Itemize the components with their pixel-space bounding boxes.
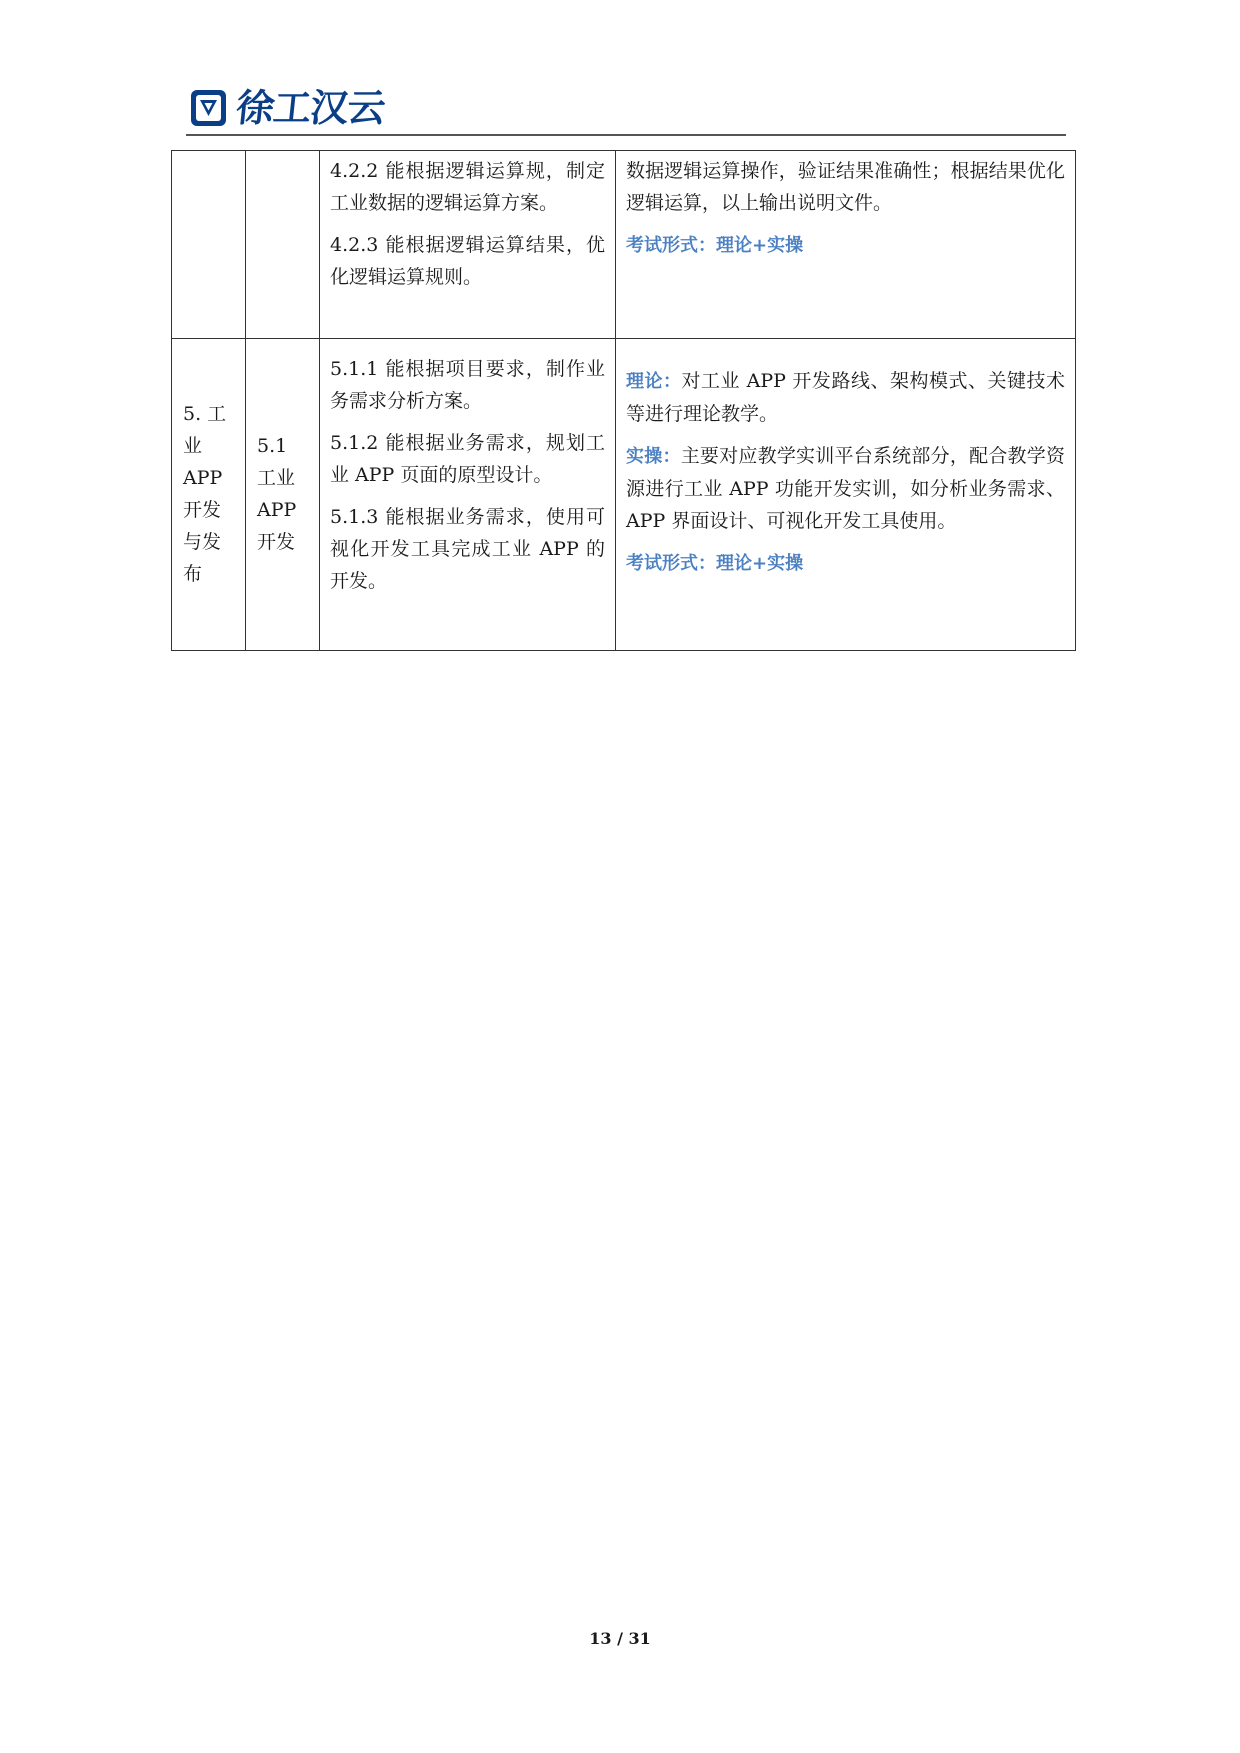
skill-requirements-cell	[320, 151, 616, 339]
skill-item: 5.1.1 能根据项目要求，制作业务需求分析方案。	[330, 358, 605, 412]
unit-cell	[246, 339, 320, 651]
teaching-text: 数据逻辑运算操作，验证结果准确性；根据结果优化逻辑运算，以上输出说明文件。	[626, 160, 1065, 214]
unit-cell-empty	[246, 151, 320, 339]
theory-paragraph	[626, 365, 1065, 430]
module-cell-empty	[172, 151, 246, 339]
theory-text: 对工业 APP 开发路线、架构模式、关键技术等进行理论教学。	[626, 370, 1066, 425]
unit-title: 5.1 工业 APP 开发	[257, 434, 297, 553]
practice-paragraph	[626, 440, 1065, 537]
skill-item: 5.1.2 能根据业务需求，规划工业 APP 页面的原型设计。	[330, 432, 605, 486]
skill-item: 5.1.3 能根据业务需求，使用可视化开发工具完成工业 APP 的开发。	[330, 506, 605, 592]
practice-text: 主要对应教学实训平台系统部分，配合教学资源进行工业 APP 功能开发实训，如分析业务需求、APP 界面设计、可视化开发工具使用。	[626, 445, 1065, 532]
table-row	[172, 151, 1076, 339]
xcmg-triangle-logo-icon	[190, 89, 227, 127]
teaching-content-cell	[616, 151, 1076, 339]
skill-item: 4.2.3 能根据逻辑运算结果，优化逻辑运算规则。	[330, 234, 605, 288]
skill-item: 4.2.2 能根据逻辑运算规，制定工业数据的逻辑运算方案。	[330, 160, 605, 214]
practice-label: 实操：	[626, 446, 681, 467]
exam-form-label: 考试形式：理论+实操	[626, 553, 804, 574]
course-outline-table	[171, 150, 1076, 651]
module-cell	[172, 339, 246, 651]
page-number: 13 / 31	[589, 1629, 651, 1648]
page-header	[186, 84, 1066, 136]
exam-form-label: 考试形式：理论+实操	[626, 235, 804, 256]
module-title: 5. 工业 APP 开发与发布	[183, 402, 227, 585]
theory-label: 理论：	[626, 371, 682, 392]
table-row	[172, 339, 1076, 651]
teaching-content-cell	[616, 339, 1076, 651]
skill-requirements-cell	[320, 339, 616, 651]
header-divider	[186, 134, 1066, 136]
brand-name: 徐工汉云	[234, 86, 387, 130]
